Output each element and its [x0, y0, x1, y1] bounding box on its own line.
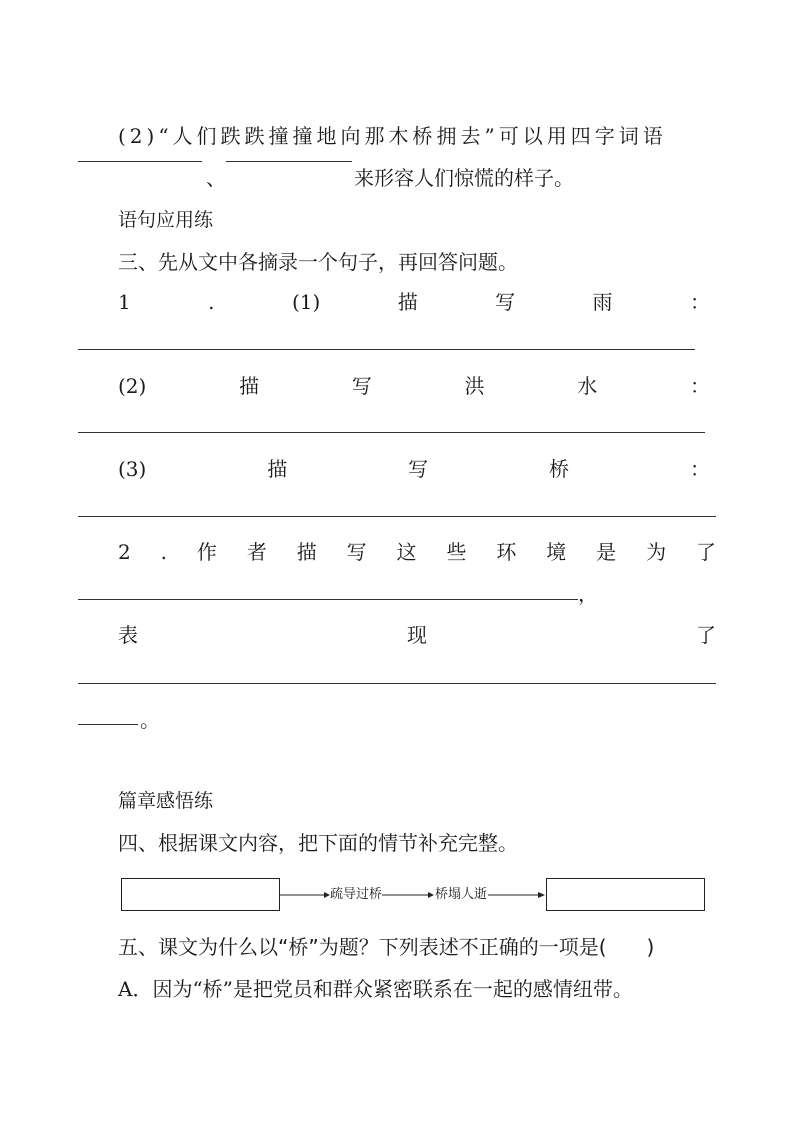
period: 。: [140, 708, 160, 732]
item1-prompt: 1 . (1) 描 写 雨 ：: [118, 290, 710, 314]
answer-line-rain[interactable]: [78, 349, 695, 350]
answer-blank-2[interactable]: [226, 161, 352, 162]
answer-line-express-cont[interactable]: [78, 724, 138, 725]
question-five: 五、课文为什么以“桥”为题？下列表述不正确的一项是( ): [118, 935, 655, 959]
answer-line-flood[interactable]: [78, 432, 705, 433]
item3-prompt: (3) 描 写 桥 ：: [118, 457, 710, 481]
section-heading-apply: 语句应用练: [118, 209, 214, 231]
answer-blank-1[interactable]: [78, 161, 202, 162]
answer-line-purpose[interactable]: [78, 599, 578, 600]
question-four: 四、根据课文内容，把下面的情节补充完整。: [118, 831, 518, 855]
question-three: 三、先从文中各摘录一个句子，再回答问题。: [118, 250, 518, 274]
section-heading-insight: 篇章感悟练: [118, 790, 214, 812]
item2-prompt: (2) 描 写 洪 水 ：: [118, 374, 710, 398]
q2-tail: 来形容人们惊慌的样子。: [354, 166, 574, 190]
flow-step-guide: 疏导过桥: [330, 887, 383, 902]
flow-step-collapse: 桥塌人逝: [435, 887, 488, 902]
flow-arrows: [280, 886, 546, 906]
item2-question: 2 . 作 者 描 写 这 些 环 境 是 为 了: [118, 540, 716, 564]
flow-box-start[interactable]: [121, 878, 280, 911]
option-a[interactable]: A．因为“桥”是把党员和群众紧密联系在一起的感情纽带。: [118, 977, 633, 1001]
q2-line1: (2)“人们跌跌撞撞地向那木桥拥去”可以用四字词语: [118, 124, 667, 148]
comma: ，: [578, 582, 598, 606]
q2-separator: 、: [206, 166, 226, 190]
flow-box-end[interactable]: [546, 878, 705, 911]
biao-xian-prompt: 表 现 了: [118, 623, 716, 647]
answer-line-bridge[interactable]: [78, 516, 716, 517]
answer-line-express[interactable]: [78, 683, 716, 684]
